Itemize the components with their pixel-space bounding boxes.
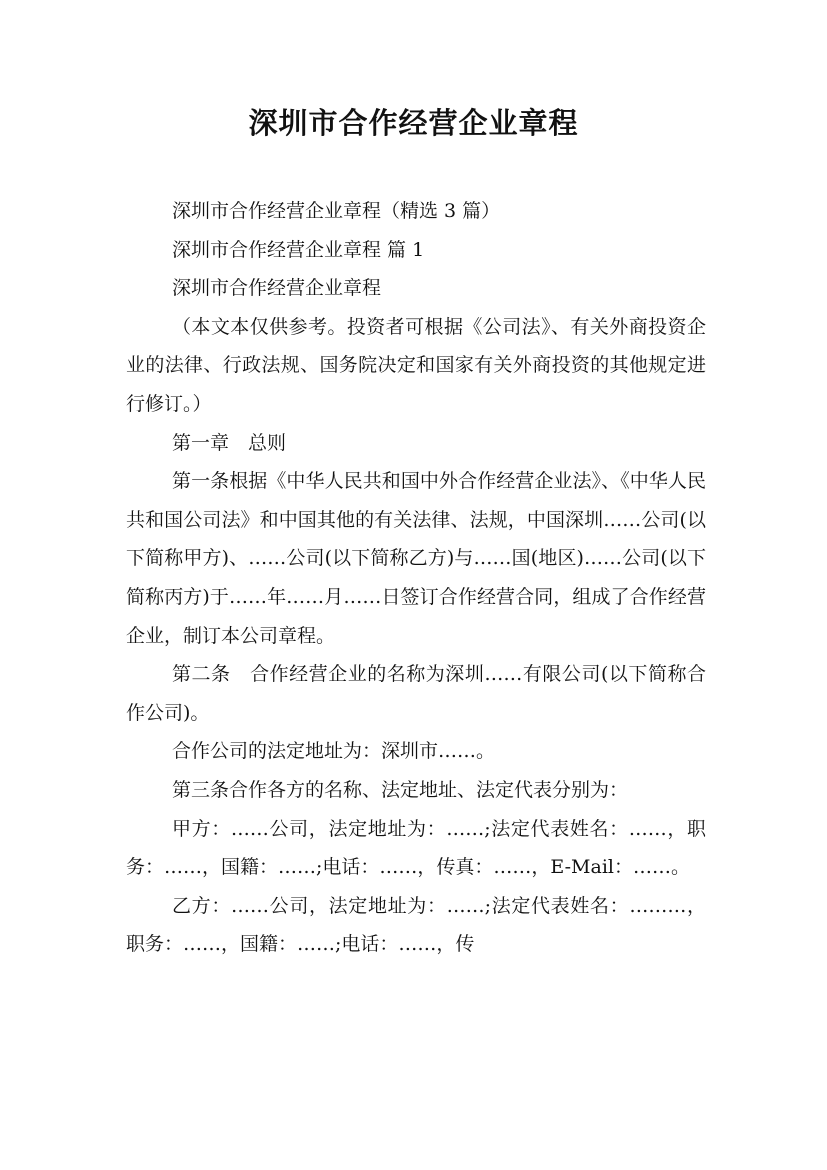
paragraph: 合作公司的法定地址为：深圳市……。 [172,740,496,763]
document-body [126,192,706,964]
chapter-heading: 第一章 总则 [172,431,287,454]
article: 第三条合作各方的名称、法定地址、法定代表分别为： [172,778,629,801]
paragraph: （本文本仅供参考。投资者可根据《公司法》、有关外商投资企业的法律、行政法规、国务院决定和国家有关外商投资的其他规定进行修订。） [126,315,706,415]
party-entry: 甲方：……公司，法定地址为：……;法定代表姓名：……，职务：……，国籍：……;电话：……，传真：……，E-Mail：……。 [126,817,706,879]
paragraph: 深圳市合作经营企业章程 篇 1 [172,238,425,261]
document-title: 深圳市合作经营企业章程 [248,106,579,140]
party-entry: 乙方：……公司，法定地址为：……;法定代表姓名：………，职务：……，国籍：……;电话：……，传 [126,894,706,956]
paragraph: 深圳市合作经营企业章程 [172,277,382,300]
article: 第二条 合作经营企业的名称为深圳……有限公司(以下简称合作公司)。 [126,663,706,724]
article: 第一条根据《中华人民共和国中外合作经营企业法》、《中华人民共和国公司法》和中国其他的有关法律、法规，中国深圳……公司(以下简称甲方)、……公司(以下简称乙方)与……国(地区)……公司(以下简称丙方)于……年……月……日签订合作经营合同，组成了合作经营企业，制订本公司章程。 [126,470,706,647]
paragraph: 深圳市合作经营企业章程（精选 3 篇） [172,200,501,222]
